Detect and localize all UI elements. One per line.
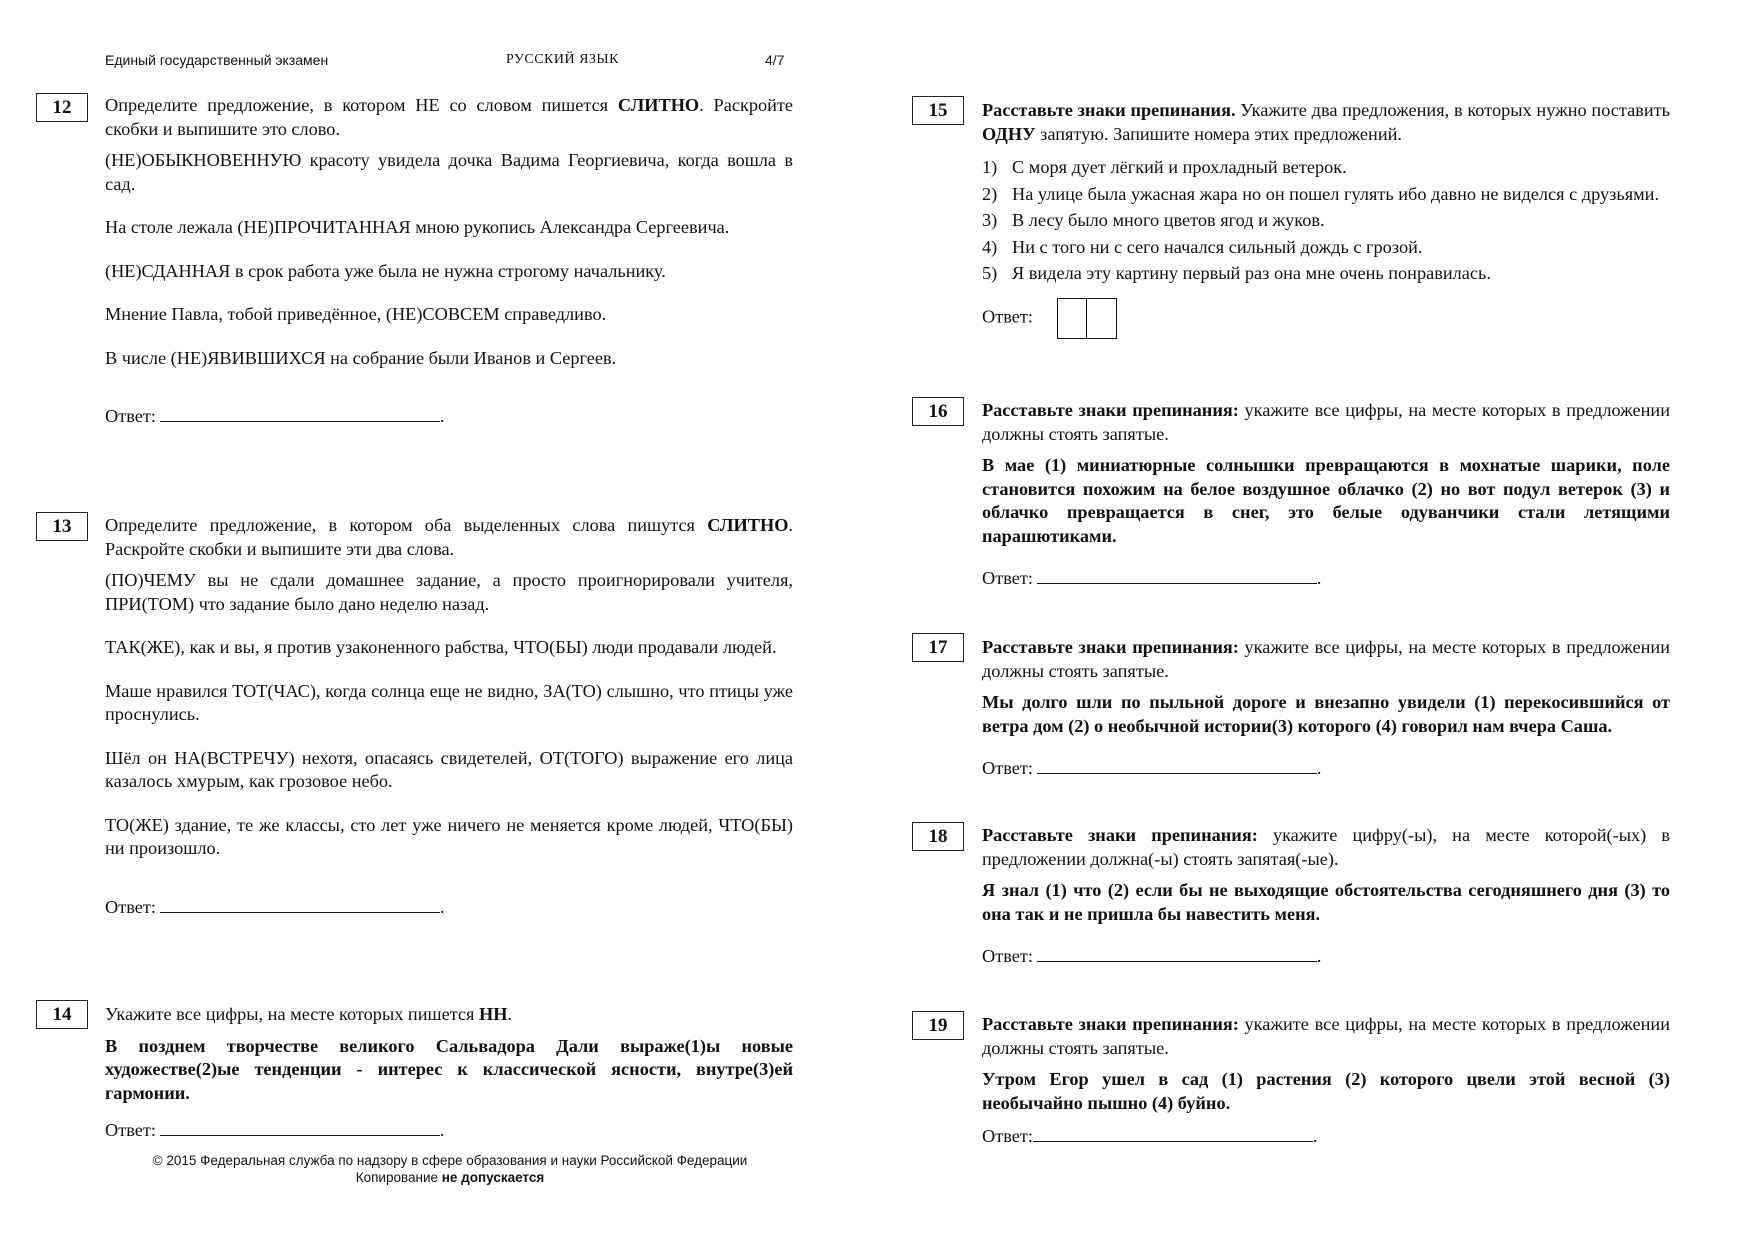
task-19-text: Утром Егор ушел в сад (1) растения (2) которого цвели этой весной (3) необычайно пышно (4) буйно. bbox=[982, 1069, 1670, 1113]
task-12-sentence: Мнение Павла, тобой приведённое, (НЕ)СОВСЕМ справедливо. bbox=[105, 304, 607, 324]
task-12-sentence: На столе лежала (НЕ)ПРОЧИТАННАЯ мною рукопись Александра Сергеевича. bbox=[105, 217, 730, 237]
option-item: 4) Ни с того ни с сего начался сильный дождь с грозой. bbox=[982, 236, 1423, 257]
option-item: 2) На улице была ужасная жара но он пошел гулять ибо давно не виделся с друзьями. bbox=[982, 183, 1660, 204]
task-12-answer: Ответ: . bbox=[105, 406, 445, 426]
task-13 bbox=[105, 514, 793, 919]
option-item: 5) Я видела эту картину первый раз она мне очень понравилась. bbox=[982, 263, 1491, 283]
task-17-instruction: Расставьте знаки препинания: укажите все цифры, на месте которых в предложении должны стоять запятые. bbox=[982, 637, 1670, 681]
task-number-13: 13 bbox=[36, 512, 88, 541]
task-18-text: Я знал (1) что (2) если бы не выходящие обстоятельства сегодняшнего дня (3) то она так и не пришла бы навестить меня. bbox=[982, 880, 1670, 924]
task-number-16: 16 bbox=[912, 397, 964, 426]
option-item: 3) В лесу было много цветов ягод и жуков. bbox=[982, 210, 1325, 230]
task-15-instruction: Расставьте знаки препинания. Укажите два предложения, в которых нужно поставить ОДНУ запятую. Запишите номера этих предложений. bbox=[982, 100, 1670, 144]
exam-header-title: Единый государственный экзамен bbox=[105, 52, 329, 68]
task-13-sentence: ТО(ЖЕ) здание, те же классы, сто лет уже ничего не меняется кроме людей, ЧТО(БЫ) ни произошло. bbox=[105, 814, 793, 858]
option-item: 1) С моря дует лёгкий и прохладный ветерок. bbox=[982, 157, 1347, 177]
task-13-sentence: Шёл он НА(ВСТРЕЧУ) нехотя, опасаясь свидетелей, ОТ(ТОГО) выражение его лица казалось хмурым, как грозовое небо. bbox=[105, 747, 793, 791]
subject-title: РУССКИЙ ЯЗЫК bbox=[506, 52, 619, 67]
task-14-text: В позднем творчестве великого Сальвадора Дали выраже(1)ы новые художестве(2)ые тенденции - интерес к классической ясности, внутре(3)ей гармонии. bbox=[105, 1035, 793, 1103]
answer-line[interactable] bbox=[160, 405, 440, 422]
task-number-19: 19 bbox=[912, 1011, 964, 1040]
answer-boxes[interactable] bbox=[1057, 298, 1117, 339]
task-16-instruction: Расставьте знаки препинания: укажите все цифры, на месте которых в предложении должны стоять запятые. bbox=[982, 400, 1670, 444]
task-15 bbox=[982, 99, 1670, 339]
task-18 bbox=[982, 824, 1670, 969]
answer-line[interactable] bbox=[160, 1119, 440, 1136]
task-16-answer: Ответ: . bbox=[982, 568, 1322, 588]
copy-restriction-line: Копирование не допускается bbox=[355, 1170, 545, 1185]
task-13-sentence: Маше нравился ТОТ(ЧАС), когда солнца еще не видно, ЗА(ТО) слышно, что птицы уже проснулись. bbox=[105, 680, 793, 724]
task-12-sentence: В числе (НЕ)ЯВИВШИХСЯ на собрание были Иванов и Сергеев. bbox=[105, 347, 617, 368]
task-15-answer: Ответ: bbox=[982, 298, 1670, 339]
task-12-instruction: Определите предложение, в котором НЕ со словом пишется СЛИТНО. Раскройте скобки и выпишите это слово. bbox=[105, 95, 793, 139]
task-17 bbox=[982, 636, 1670, 781]
task-13-instruction: Определите предложение, в котором оба выделенных слова пишутся СЛИТНО. Раскройте скобки и выпишите эти два слова. bbox=[105, 515, 793, 559]
answer-line[interactable] bbox=[160, 896, 440, 913]
task-18-answer: Ответ: . bbox=[982, 946, 1322, 966]
task-13-sentence: (ПО)ЧЕМУ вы не сдали домашнее задание, а просто проигнорировали учителя, ПРИ(ТОМ) что задание было дано неделю назад. bbox=[105, 570, 793, 614]
answer-line[interactable] bbox=[1037, 757, 1317, 774]
answer-line[interactable] bbox=[1033, 1125, 1313, 1142]
task-number-17: 17 bbox=[912, 633, 964, 662]
task-12 bbox=[105, 94, 793, 429]
task-19 bbox=[982, 1013, 1670, 1149]
task-17-text: Мы долго шли по пыльной дороге и внезапно увидели (1) перекосившийся от ветра дом (2) о необычной истории(3) которого (4) говорил нам вчера Саша. bbox=[982, 692, 1670, 736]
copyright-line: © 2015 Федеральная служба по надзору в сфере образования и науки Российской Федерации bbox=[152, 1153, 748, 1168]
task-14 bbox=[105, 1003, 793, 1143]
task-15-options bbox=[982, 156, 1670, 286]
task-19-instruction: Расставьте знаки препинания: укажите все цифры, на месте которых в предложении должны стоять запятые. bbox=[982, 1014, 1670, 1058]
answer-box[interactable] bbox=[1087, 298, 1117, 339]
task-14-instruction: Укажите все цифры, на месте которых пишется НН. bbox=[105, 1004, 513, 1024]
task-14-answer: Ответ: . bbox=[105, 1120, 445, 1140]
task-number-18: 18 bbox=[912, 822, 964, 851]
task-12-sentence: (НЕ)СДАННАЯ в срок работа уже была не нужна строгому начальнику. bbox=[105, 260, 666, 281]
page-number: 4/7 bbox=[765, 52, 785, 68]
task-13-sentence: ТАК(ЖЕ), как и вы, я против узаконенного рабства, ЧТО(БЫ) люди продавали людей. bbox=[105, 637, 777, 657]
task-number-15: 15 bbox=[912, 96, 964, 125]
answer-line[interactable] bbox=[1037, 567, 1317, 584]
task-13-answer: Ответ: . bbox=[105, 896, 445, 917]
task-17-answer: Ответ: . bbox=[982, 758, 1322, 778]
copyright-footer bbox=[105, 1152, 795, 1186]
task-12-sentence: (НЕ)ОБЫКНОВЕННУЮ красоту увидела дочка Вадима Георгиевича, когда вошла в сад. bbox=[105, 150, 793, 194]
answer-box[interactable] bbox=[1057, 298, 1087, 339]
task-19-answer: Ответ: . bbox=[982, 1126, 1318, 1146]
answer-line[interactable] bbox=[1037, 945, 1317, 962]
task-16-text: В мае (1) миниатюрные солнышки превращаются в мохнатые шарики, поле становится похожим на белое воздушное облачко (2) но вот подул ветерок (3) и облачко превращается в снег, это белые одуванчики стали летящими парашютиками. bbox=[982, 455, 1670, 546]
task-16 bbox=[982, 399, 1670, 591]
task-number-12: 12 bbox=[36, 93, 88, 122]
task-18-instruction: Расставьте знаки препинания: укажите цифру(-ы), на месте которой(-ых) в предложении должна(-ы) стоять запятая(-ые). bbox=[982, 825, 1670, 869]
task-number-14: 14 bbox=[36, 1000, 88, 1029]
